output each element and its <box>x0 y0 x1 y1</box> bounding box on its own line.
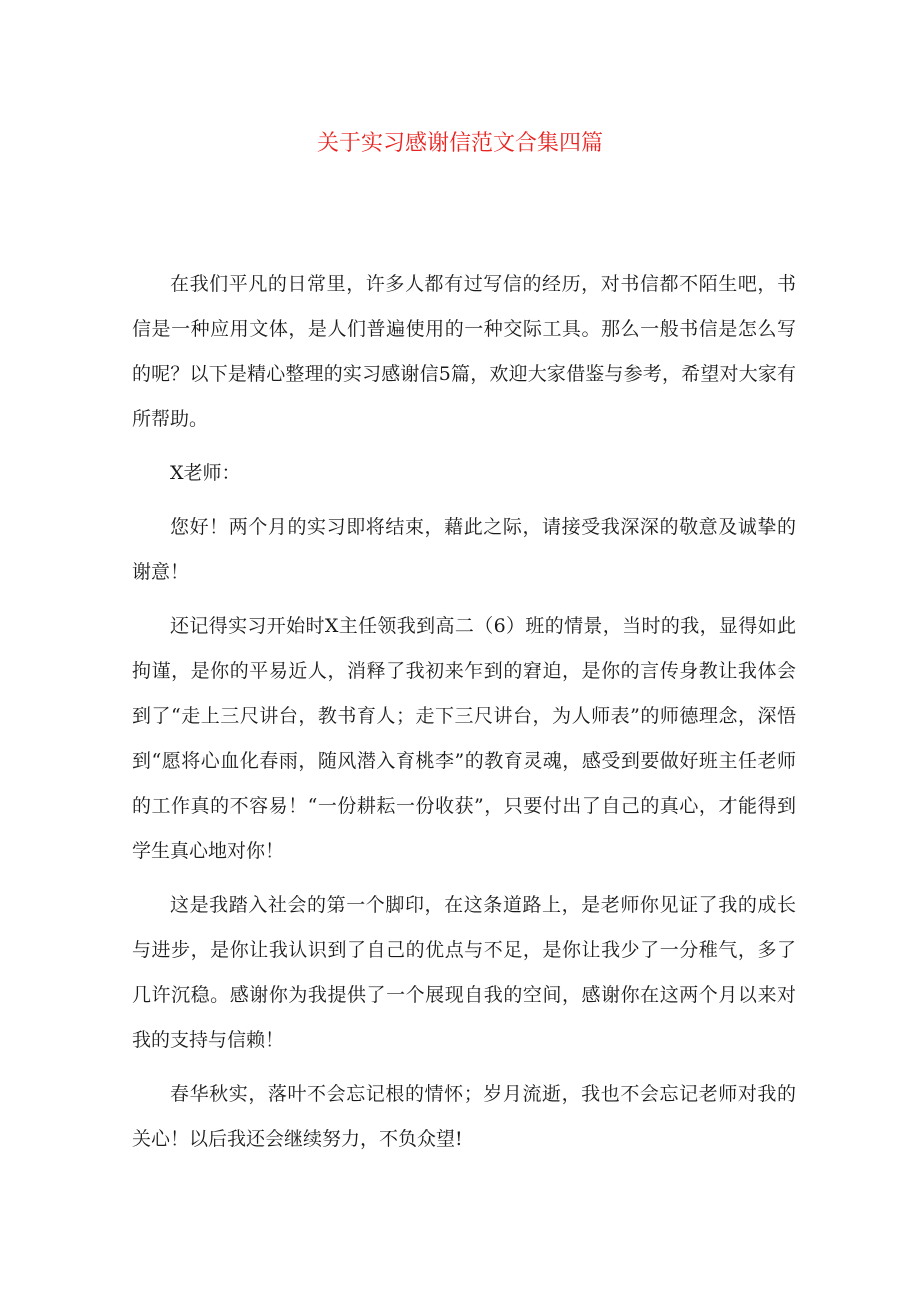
document-title: 关于实习感谢信范文合集四篇 <box>316 131 603 156</box>
memory-paragraph: 还记得实习开始时X主任领我到高二（6）班的情景，当时的我，显得如此拘谨，是你的平易近人，消释了我初来乍到的窘迫，是你的言传身教让我体会到了“走上三尺讲台，教书育人；走下三尺讲台，为人师表”的师德理念，深悟到“愿将心血化春雨，随风潜入育桃李”的教育灵魂，感受到要做好班主任老师的工作真的不容易！“一份耕耘一份收获”，只要付出了自己的真心，才能得到学生真心地对你！ <box>132 615 796 862</box>
closing-paragraph: 春华秋实，落叶不会忘记根的情怀；岁月流逝，我也不会忘记老师对我的关心！以后我还会继续努力，不负众望! <box>132 1083 796 1150</box>
intro-paragraph: 在我们平凡的日常里，许多人都有过写信的经历，对书信都不陌生吧，书信是一种应用文体，是人们普遍使用的一种交际工具。那么一般书信是怎么写的呢？以下是精心整理的实习感谢信5篇，欢迎大家借鉴与参考，希望对大家有所帮助。 <box>132 273 796 430</box>
document-body <box>132 262 796 1171</box>
salutation: X老师： <box>170 462 241 484</box>
growth-paragraph: 这是我踏入社会的第一个脚印，在这条道路上，是老师你见证了我的成长与进步，是你让我认识到了自己的优点与不足，是你让我少了一分稚气，多了几许沉稳。感谢你为我提供了一个展现自我的空间，感谢你在这两个月以来对我的支持与信赖！ <box>132 894 796 1051</box>
greeting-paragraph: 您好！两个月的实习即将结束，藉此之际，请接受我深深的敬意及诚挚的谢意！ <box>132 516 796 583</box>
